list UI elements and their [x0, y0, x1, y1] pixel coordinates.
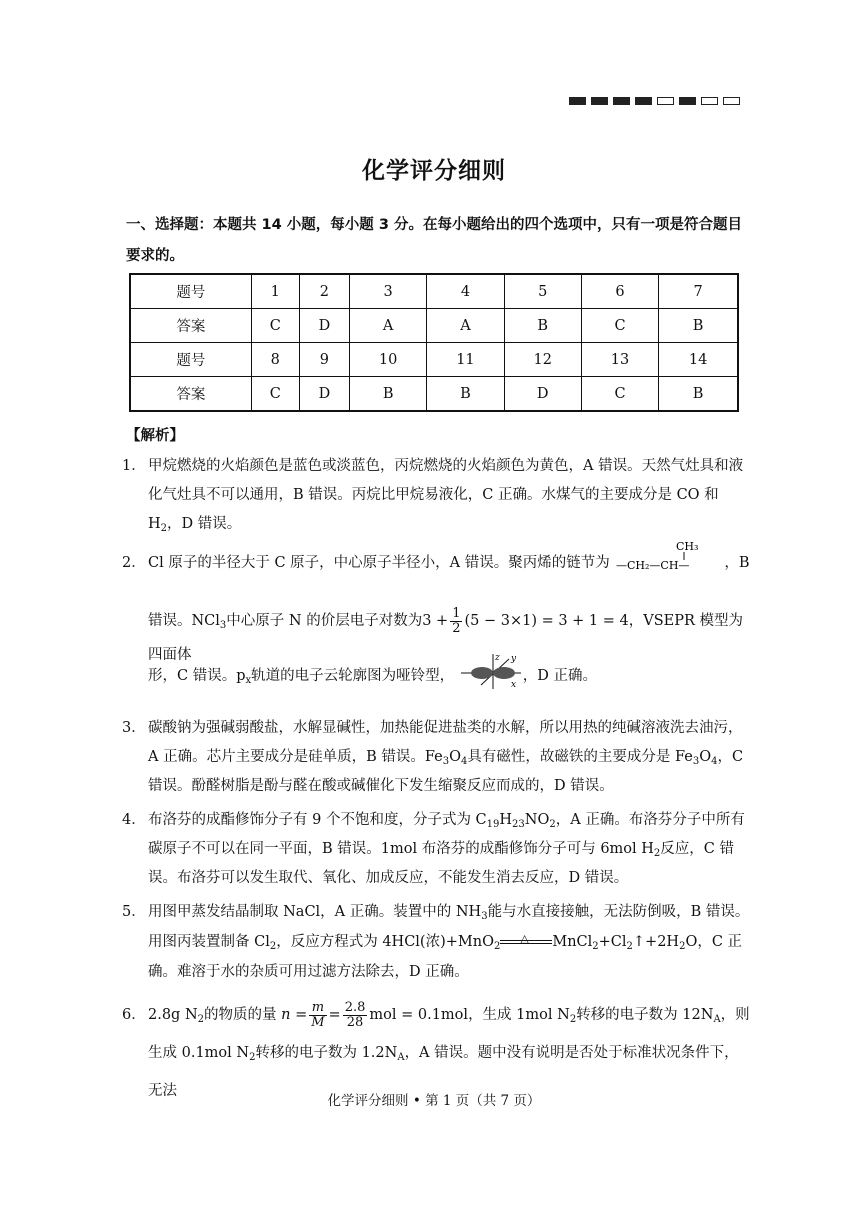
header-marks	[569, 97, 740, 105]
table-cell: 12	[504, 343, 581, 377]
answer-table	[129, 273, 739, 412]
item-number: 4．	[122, 812, 146, 828]
table-cell: 3	[350, 274, 427, 309]
page-title: 化学评分细则	[362, 158, 506, 184]
row-header-cell: 答案	[130, 377, 251, 412]
table-cell: 7	[659, 274, 738, 309]
explanation-6: 6． 2.8g $N_2$的物质的量 n = $\frac{m}{M}$ = $\frac{2.8}{28}$ mol = 0.1mol，生成 1mol $N_2$转移的电子数为 $12N_A$，则生成 0.1mol $N_2$转移的电子数为 $1.2N_A$，A 错误。题中没有说明是否处于标准状况条件下，无法	[122, 996, 750, 1110]
header-mark	[635, 97, 652, 105]
section-heading: 一、选择题：本题共 14 小题，每小题 3 分。在每小题给出的四个选项中，只有一项是符合题目要求的。	[126, 217, 742, 264]
table-cell: 5	[504, 274, 581, 309]
table-cell: 4	[427, 274, 504, 309]
table-row	[130, 343, 738, 377]
row-header-cell: 题号	[130, 274, 251, 309]
table-cell: C	[251, 309, 299, 343]
table-cell: B	[504, 309, 581, 343]
table-cell: C	[581, 309, 658, 343]
table-cell: 13	[581, 343, 658, 377]
explanation-5: 5． 用图甲蒸发结晶制取 NaCl，A 正确。装置中的 $NH_3$能与水直接接触，无法防倒吸，B 错误。用图丙装置制备 $Cl_2$，反应方程式为 4HCl(浓)+MnO$_2$ △ $MnCl_2+Cl_2↑+2H_2O$，C 正确。难溶于水的杂质可用过滤方法除去，D 正确。	[122, 897, 750, 987]
row-header-cell: 题号	[130, 343, 251, 377]
fraction-half: $\frac{1}{2}$	[452, 605, 461, 636]
svg-text:x: x	[510, 680, 516, 690]
header-mark	[569, 97, 586, 105]
analysis-heading: 【解析】	[126, 428, 184, 444]
explanation-2: 2． Cl 原子的半径大于 C 原子，中心原子半径小，A 错误。聚丙烯的链节为 CH₃ —CH₂—CH— ，B	[122, 549, 750, 578]
table-cell: C	[581, 377, 658, 412]
table-row	[130, 309, 738, 343]
svg-text:—CH₂—CH—: —CH₂—CH—	[616, 559, 690, 572]
header-mark	[701, 97, 718, 105]
table-cell: 14	[659, 343, 738, 377]
table-cell: B	[350, 377, 427, 412]
fraction-m-over-M: $\frac{m}{M}$	[311, 999, 325, 1030]
header-mark	[657, 97, 674, 105]
page-footer: 化学评分细则 • 第 1 页（共 7 页）	[327, 1093, 541, 1109]
table-cell: C	[251, 377, 299, 412]
table-row	[130, 377, 738, 412]
table-cell: 1	[251, 274, 299, 309]
px-orbital-icon	[459, 651, 523, 691]
svg-text:CH₃: CH₃	[676, 540, 699, 553]
table-cell: D	[299, 377, 349, 412]
table-cell: 10	[350, 343, 427, 377]
item-number: 1．	[122, 458, 146, 474]
explanation-3: 3． 碳酸钠为强碱弱酸盐，水解显碱性，加热能促进盐类的水解，所以用热的纯碱溶液洗去油污，A 正确。芯片主要成分是硅单质，B 错误。$Fe_3O_4$具有磁性，故磁铁的主要成分是 $Fe_3O_4$，C 错误。酚醛树脂是酚与醛在酸或碱催化下发生缩聚反应而成的，D 错误。	[122, 714, 750, 801]
item-number: 6．	[122, 1007, 146, 1023]
item-number: 2．	[122, 555, 146, 571]
fraction-value: $\frac{2.8}{28}$	[344, 999, 366, 1030]
explanation-2-cont: 错误。NCl$_3$中心原子 N 的价层电子对数为3 + $\frac{1}{2}$ (5 − 3×1) = 3 + 1 = 4，VSEPR 模型为四面体	[148, 605, 744, 663]
header-mark	[723, 97, 740, 105]
header-mark	[591, 97, 608, 105]
table-cell: B	[659, 377, 738, 412]
header-mark	[679, 97, 696, 105]
table-cell: 8	[251, 343, 299, 377]
table-row	[130, 274, 738, 309]
header-mark	[613, 97, 630, 105]
explanation-1: 1． 甲烷燃烧的火焰颜色是蓝色或淡蓝色，丙烷燃烧的火焰颜色为黄色，A 错误。天然气灶具和液化气灶具不可以通用，B 错误。丙烷比甲烷易液化，C 正确。水煤气的主要成分是 CO 和 $H_2$，D 错误。	[122, 452, 750, 539]
table-cell: D	[299, 309, 349, 343]
table-cell: B	[427, 377, 504, 412]
row-header-cell: 答案	[130, 309, 251, 343]
item-number: 5．	[122, 904, 146, 920]
polypropylene-unit-structure	[614, 538, 724, 574]
table-cell: 2	[299, 274, 349, 309]
table-cell: A	[350, 309, 427, 343]
explanation-4: 4． 布洛芬的成酯修饰分子有 9 个不饱和度，分子式为 $C_{19}H_{23}NO_2$，A 正确。布洛芬分子中所有碳原子不可以在同一平面，B 错误。1mol 布洛芬的成酯修饰分子可与 6mol $H_2$反应，C 错误。布洛芬可以发生取代、氧化、加成反应，不能发生消去反应，D 错误。	[122, 806, 750, 893]
heating-condition-arrow: △	[500, 937, 552, 947]
item-number: 3．	[122, 720, 146, 736]
table-cell: 9	[299, 343, 349, 377]
explanation-2-cont2: 形，C 错误。$p_x$轨道的电子云轮廓图为哑铃型， z y x ，D 正确。	[148, 653, 597, 690]
table-cell: B	[659, 309, 738, 343]
table-cell: A	[427, 309, 504, 343]
table-cell: 11	[427, 343, 504, 377]
svg-text:z: z	[494, 653, 500, 663]
svg-text:y: y	[510, 654, 516, 664]
table-cell: D	[504, 377, 581, 412]
table-cell: 6	[581, 274, 658, 309]
